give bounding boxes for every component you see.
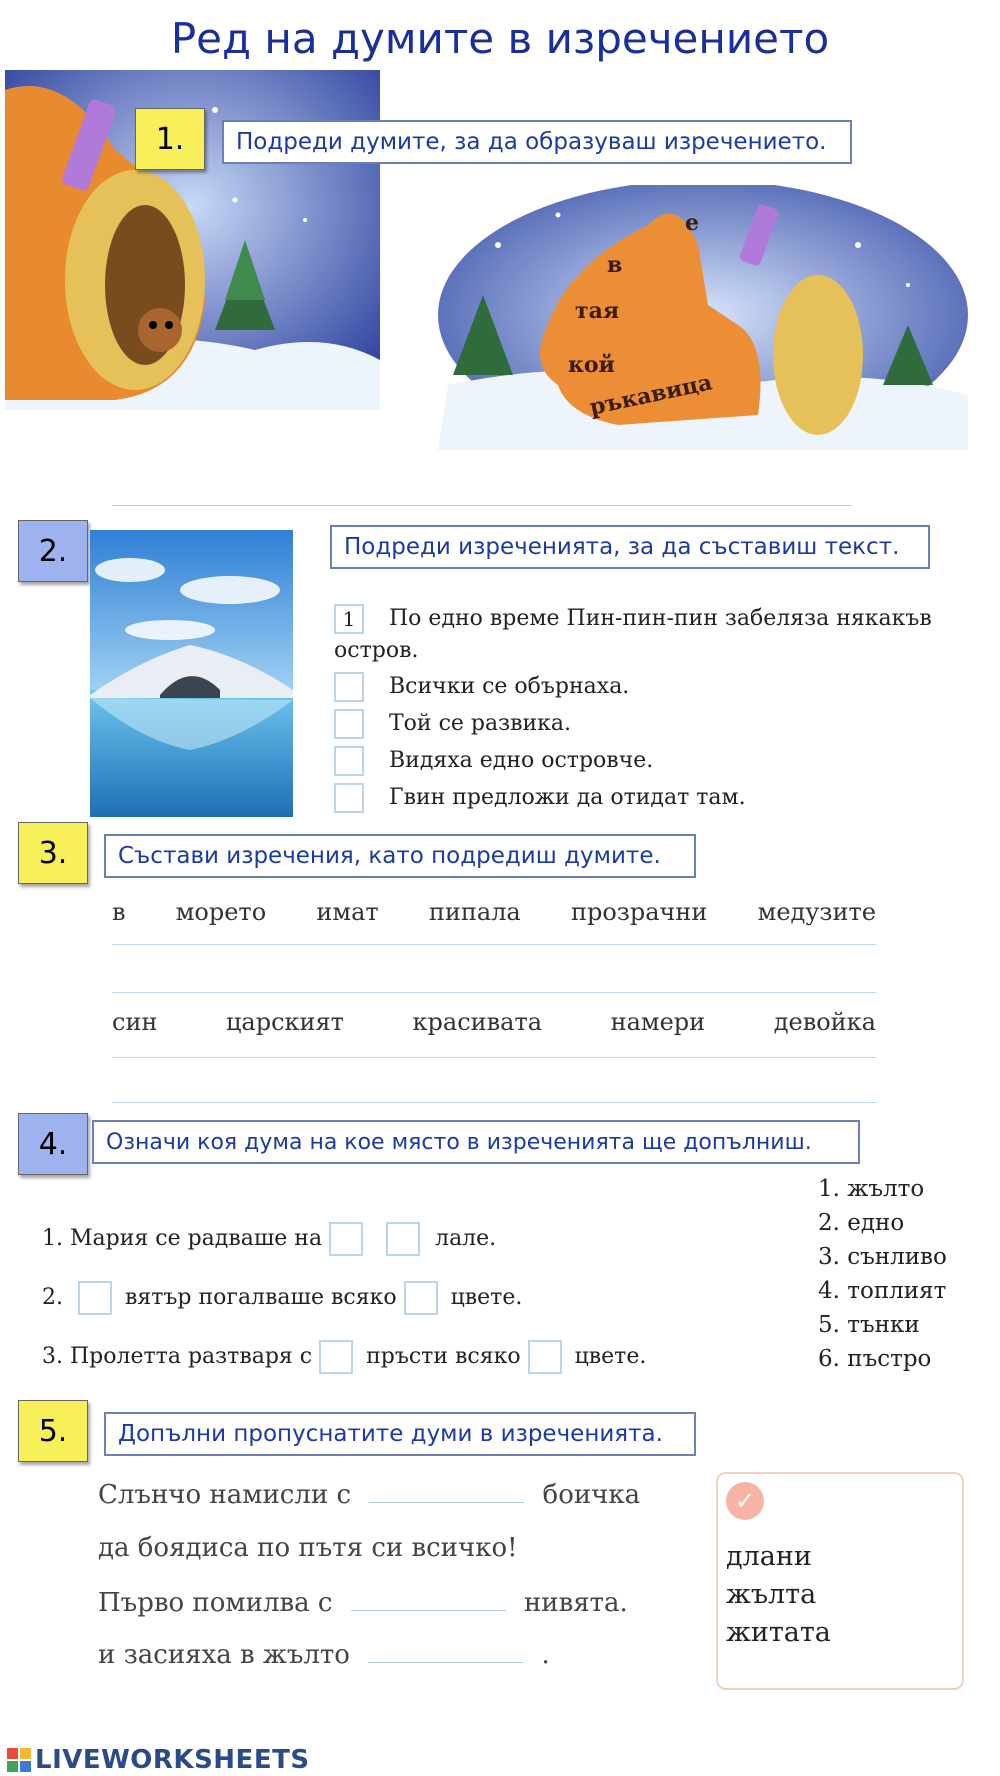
mitten-word-3: тая <box>575 298 620 324</box>
fill-box[interactable] <box>78 1281 112 1315</box>
word-bank-item[interactable]: житата <box>726 1617 831 1648</box>
fill-box[interactable] <box>386 1222 420 1256</box>
poem-text: нивята. <box>523 1588 628 1618</box>
sentence-part: цвете. <box>450 1285 523 1310</box>
fill-sentence-1 <box>42 1222 496 1256</box>
section-3-number: 3. <box>18 822 88 884</box>
option-item: 4. топлият <box>818 1278 947 1304</box>
section-1-instruction: Подреди думите, за да образуваш изречението. <box>222 120 852 164</box>
sentence-number: 2. <box>42 1285 63 1310</box>
mitten-word-2: в <box>607 252 623 278</box>
poem-blank-3[interactable] <box>368 1640 523 1663</box>
footer-brand: LIVEWORKSHEETS <box>35 1745 310 1775</box>
section-2-number: 2. <box>18 520 88 582</box>
section-4-number: 4. <box>18 1113 88 1175</box>
sentence-1-text: По едно време Пин-пин-пин забеляза някакъв <box>389 606 932 631</box>
word-item: намери <box>610 1008 706 1036</box>
poem-text: и засияха в жълто <box>98 1640 350 1670</box>
word-bank-item[interactable]: длани <box>726 1541 812 1572</box>
order-box-3[interactable] <box>334 709 364 739</box>
answer-line-2[interactable] <box>112 944 876 945</box>
fill-box[interactable] <box>404 1281 438 1315</box>
sentence-part: лале. <box>435 1226 497 1251</box>
footer-logo[interactable] <box>6 1745 310 1775</box>
word-item: морето <box>175 898 267 926</box>
options-list <box>818 1172 947 1376</box>
word-bank-list <box>726 1538 831 1652</box>
word-item: девойка <box>773 1008 876 1036</box>
sentence-4-row <box>334 746 653 776</box>
order-box-1[interactable]: 1 <box>334 604 364 634</box>
poem-line-2: да боядиса по пътя си всичко! <box>98 1533 518 1563</box>
word-item: царският <box>226 1008 344 1036</box>
island-photo <box>90 530 293 817</box>
sentence-3-text: Той се развика. <box>389 711 572 736</box>
sentence-number: 3. <box>42 1344 63 1369</box>
sentence-part: цвете. <box>574 1344 647 1369</box>
answer-line-1[interactable] <box>112 505 852 506</box>
option-item: 3. сънливо <box>818 1244 947 1270</box>
fill-sentence-3 <box>42 1340 646 1374</box>
word-item: пипала <box>428 898 521 926</box>
checkmark-icon[interactable]: ✓ <box>726 1482 764 1520</box>
poem-text: Първо помилва с <box>98 1588 333 1618</box>
section-5-instruction: Допълни пропуснатите думи в изреченията. <box>104 1412 696 1456</box>
sentence-1-row <box>334 604 984 634</box>
sentence-number: 1. <box>42 1226 63 1251</box>
fill-sentence-2 <box>42 1281 522 1315</box>
option-item: 6. пъстро <box>818 1346 932 1372</box>
word-item: медузите <box>757 898 876 926</box>
word-item: имат <box>316 898 379 926</box>
mitten-word-4: кой <box>568 352 615 378</box>
order-box-4[interactable] <box>334 746 364 776</box>
sentence-part: пръсти всяко <box>366 1344 521 1369</box>
sentence-5-row <box>334 783 746 813</box>
mitten-word-1: е <box>685 210 699 236</box>
word-item: син <box>112 1008 158 1036</box>
word-item: красивата <box>412 1008 543 1036</box>
order-box-5[interactable] <box>334 783 364 813</box>
fill-box[interactable] <box>319 1340 353 1374</box>
poem-line-3 <box>98 1588 628 1618</box>
option-item: 1. жълто <box>818 1176 925 1202</box>
poem-text: боичка <box>542 1480 641 1510</box>
fill-box[interactable] <box>329 1222 363 1256</box>
word-item: прозрачни <box>570 898 708 926</box>
poem-blank-1[interactable] <box>369 1480 524 1503</box>
sentence-1-continuation: остров. <box>334 638 419 663</box>
answer-line-4[interactable] <box>112 1057 876 1058</box>
section-2-instruction: Подреди изреченията, за да съставиш текст. <box>330 525 930 569</box>
word-bank-box <box>716 1472 964 1690</box>
poem-text: Слънчо намисли с <box>98 1480 352 1510</box>
sentence-3-row <box>334 709 571 739</box>
sentence-2-text: Всички се обърнаха. <box>389 674 630 699</box>
section-5-number: 5. <box>18 1400 88 1462</box>
section-3-instruction: Състави изречения, като подредиш думите. <box>104 834 696 878</box>
order-box-2[interactable] <box>334 672 364 702</box>
section-4-instruction: Означи коя дума на кое място в изреченията ще допълниш. <box>92 1120 860 1164</box>
fill-box[interactable] <box>528 1340 562 1374</box>
poem-text: . <box>541 1640 550 1670</box>
section-1-number: 1. <box>135 108 205 170</box>
sentence-part: Мария се радваше на <box>70 1226 323 1251</box>
liveworksheets-logo-icon <box>6 1747 32 1773</box>
poem-blank-2[interactable] <box>351 1588 506 1611</box>
option-item: 2. едно <box>818 1210 905 1236</box>
mitten-word-5: ръкавица <box>587 369 715 421</box>
word-item: в <box>112 898 126 926</box>
word-bank-item[interactable]: жълта <box>726 1579 817 1610</box>
word-row-2 <box>112 1008 876 1036</box>
mitten-words-illustration <box>438 185 968 450</box>
sentence-2-row <box>334 672 629 702</box>
page-title: Ред на думите в изречението <box>170 14 830 63</box>
sentence-4-text: Видяха едно островче. <box>389 748 654 773</box>
sentence-part: вятър погалваше всяко <box>125 1285 397 1310</box>
word-row-1 <box>112 898 876 926</box>
poem-line-4 <box>98 1640 550 1670</box>
sentence-5-text: Гвин предложи да отидат там. <box>389 785 746 810</box>
answer-line-5[interactable] <box>112 1102 876 1103</box>
poem-line-1 <box>98 1480 640 1510</box>
sentence-part: Пролетта разтваря с <box>70 1344 313 1369</box>
option-item: 5. тънки <box>818 1312 920 1338</box>
answer-line-3[interactable] <box>112 992 876 993</box>
